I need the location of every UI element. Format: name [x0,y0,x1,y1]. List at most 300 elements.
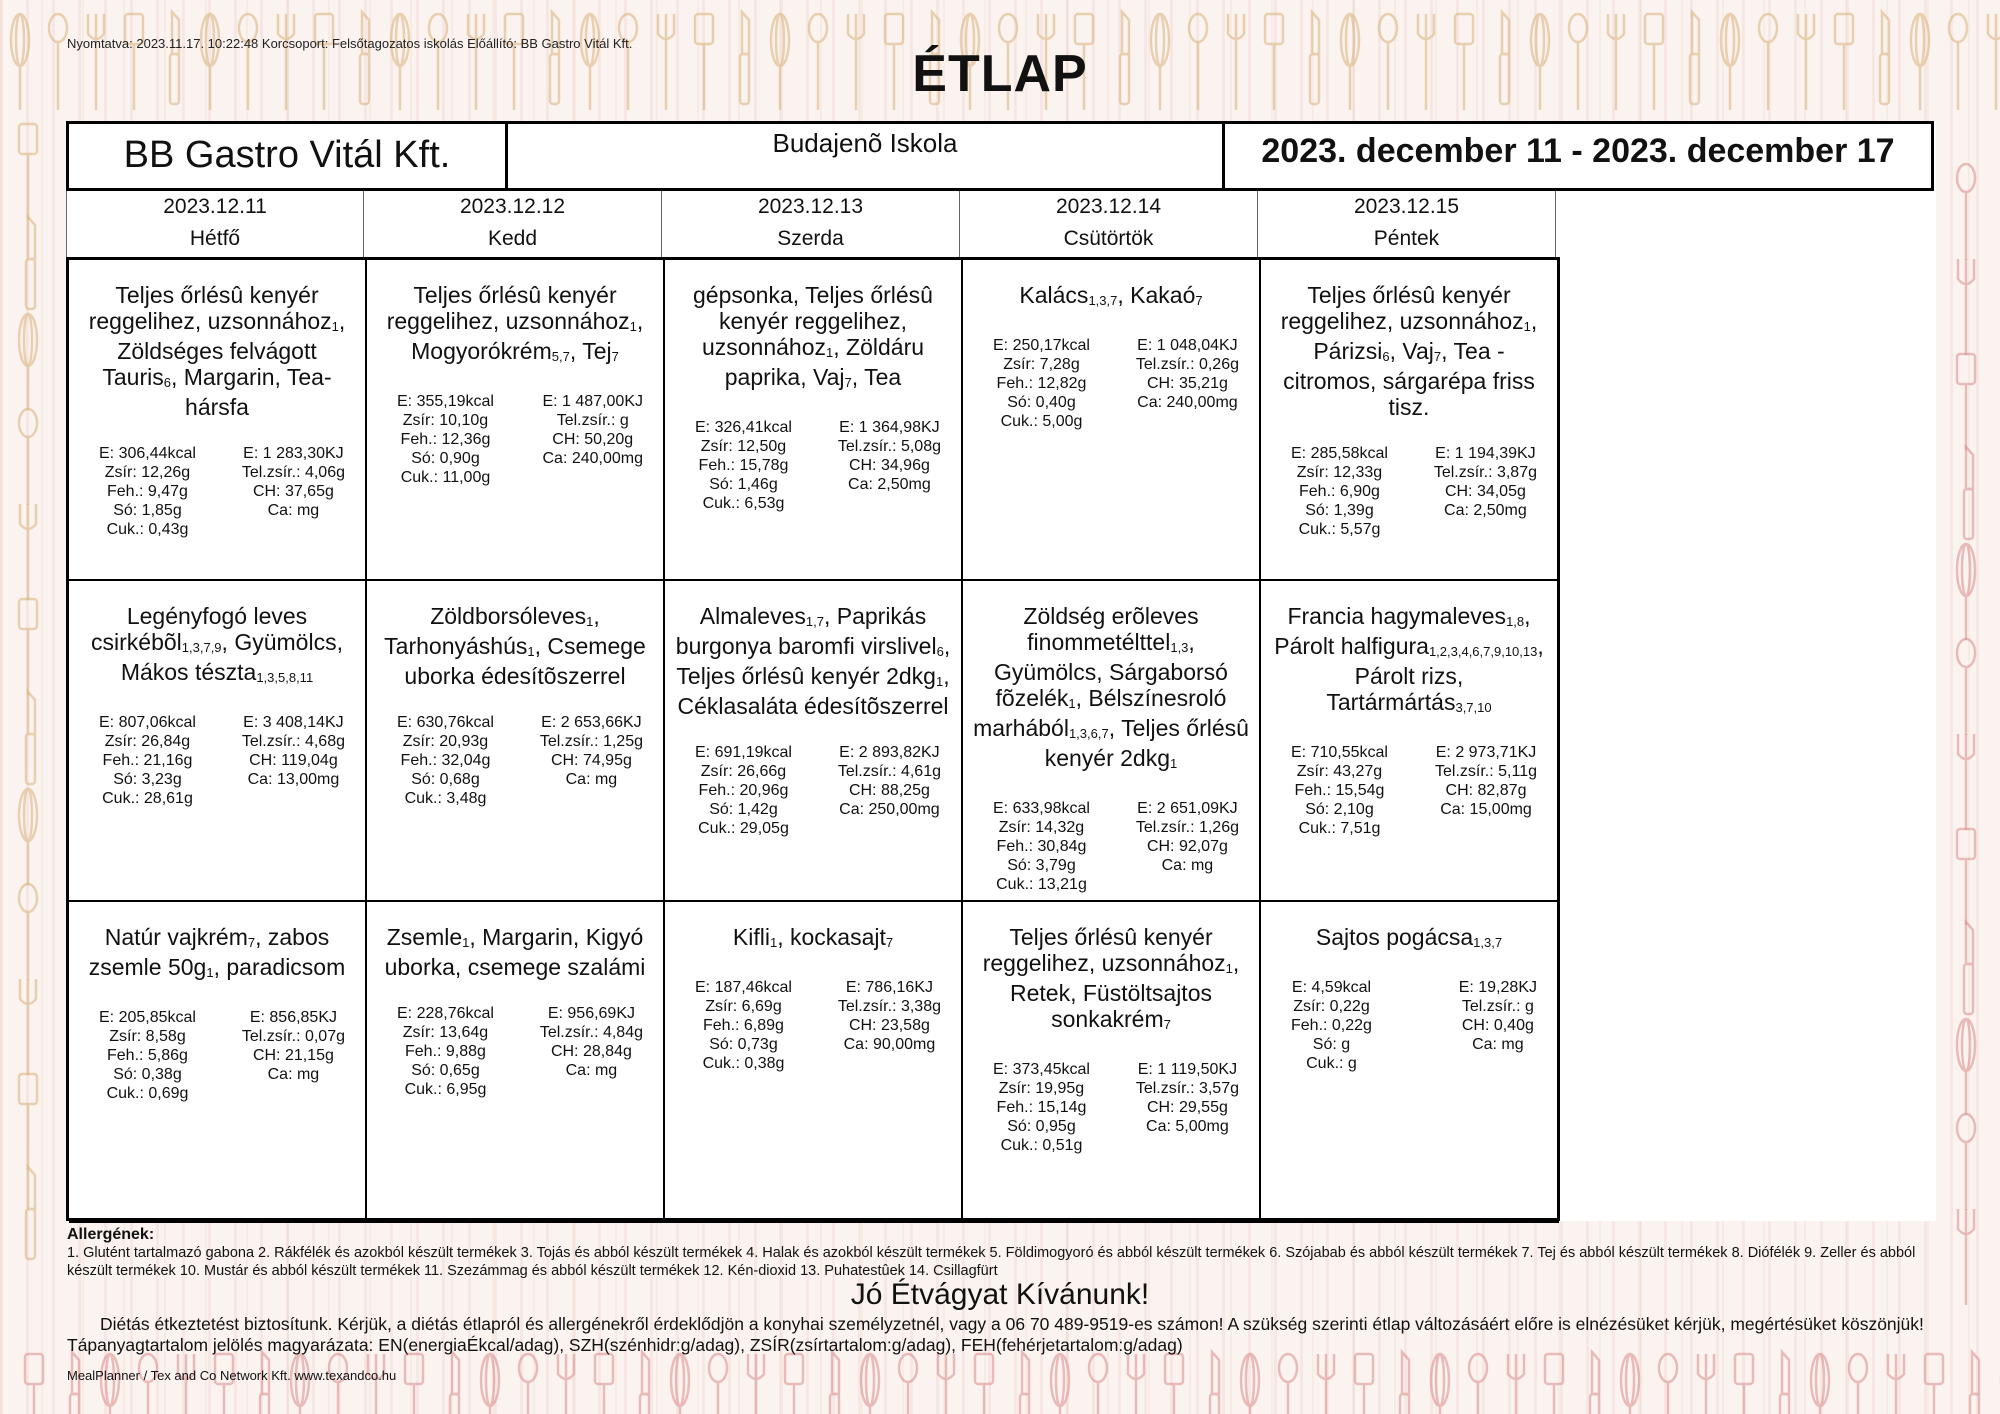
meal-text: , Vaj [1389,338,1434,364]
nutrition-value: Zsír: 8,58g [109,1028,186,1045]
nutrition-value: Feh.: 5,86g [107,1047,188,1064]
knife-icon [70,1352,79,1414]
nutrition-value: CH: 29,55g [1146,1099,1228,1116]
meal-description [79,924,355,984]
nutrition-value: Cuk.: 0,51g [1000,1137,1083,1154]
fork-icon [558,1354,574,1414]
nutrition-value: Ca: 240,00mg [1137,394,1238,411]
day-header-1 [66,191,364,257]
nutrition-value: E: 228,76kcal [397,1005,494,1022]
nutrition-value: CH: 37,65g [252,483,334,500]
day-name: Hétfő [189,227,241,250]
nutrition-column-right [242,444,345,539]
meal-text: , Csemege uborka édesítõszerrel [404,633,646,689]
whisk-icon [291,1354,309,1414]
nutrition-info [973,336,1249,431]
knife-icon [1964,922,1973,1014]
nutrition-info [1271,978,1547,1073]
nutrition-column-right [838,418,941,513]
company-name: BB Gastro Vitál Kft. [69,124,508,188]
spatula-icon [1735,1354,1753,1414]
day-date: 2023.12.13 [757,195,864,218]
nutrition-value: Só: 0,38g [113,1066,182,1083]
nutrition-value: Feh.: 15,54g [1294,782,1385,799]
nutrition-value: E: 326,41kcal [695,419,792,436]
nutrition-value: Só: 2,10g [1305,801,1374,818]
meal-text: , Párolt rizs, Tartármártás [1326,633,1544,715]
nutrition-value: E: 250,17kcal [993,337,1090,354]
nutrition-value: Só: 3,23g [113,771,182,788]
whisk-icon [481,1354,499,1414]
spatula-icon [19,599,37,695]
meal-text: Teljes őrlésû kenyér reggelihez, uzsonnához [1280,282,1524,334]
nutrition-value: Ca: 2,50mg [1444,502,1527,519]
meal-text: , Bélszínesroló marhából [973,685,1227,741]
meal-text: Legényfogó leves csirkébõl [91,603,308,655]
allergen-codes: 7 [611,349,619,364]
nutrition-value: Feh.: 0,22g [1291,1017,1372,1034]
allergen-legend [67,1226,1933,1280]
meal-text: Natúr vajkrém [104,924,248,950]
spatula-icon [975,1354,993,1414]
day-date: 2023.12.12 [459,195,566,218]
nutrition-value: Tel.zsír.: 1,25g [539,733,643,750]
menu-cell [1261,581,1559,902]
allergen-codes: 1 [586,614,594,629]
menu-cell [963,902,1261,1223]
nutrition-value: Feh.: 12,82g [996,375,1087,392]
nutrition-column-left [993,336,1090,431]
nutrition-value: Tel.zsír.: 0,07g [241,1028,345,1045]
nutrition-value: Ca: 15,00mg [1440,801,1532,818]
allergen-codes: 1,3 [1170,640,1189,655]
nutrition-column-right [1136,799,1239,894]
nutrition-value: Feh.: 9,88g [405,1043,486,1060]
nutrition-value: Ca: 13,00mg [247,771,340,788]
allergen-codes: 1,8 [1506,614,1525,629]
meal-description [973,924,1249,1036]
spoon-icon [519,1354,537,1414]
nutrition-column-right [838,743,941,838]
meal-text: , Paprikás burgonya baromfi virslivel [675,603,937,659]
nutrition-value: Ca: mg [1472,1036,1524,1053]
whisk-icon [1051,1354,1069,1414]
nutrition-column-left [695,978,792,1073]
nutrition-column-left [397,713,494,808]
nutrition-value: Cuk.: 0,38g [702,1055,785,1072]
allergen-codes: 1 [826,345,834,360]
meal-description [675,603,951,719]
nutrition-value: Feh.: 21,16g [102,752,193,769]
allergen-codes: 1,3,7,9 [181,640,222,655]
allergen-codes: 1,3,7 [1473,935,1503,950]
menu-cell [665,260,963,581]
spoon-icon [19,884,37,980]
nutrition-value: Zsír: 12,33g [1296,464,1383,481]
nutrition-value: E: 4,59kcal [1291,979,1372,996]
nutrition-info [1271,444,1547,539]
nutrition-value: Zsír: 20,93g [402,733,489,750]
meal-text: , Tarhonyáshús [384,603,600,659]
nutrition-value: Zsír: 26,84g [104,733,191,750]
nutrition-value: Só: g [1312,1036,1351,1053]
allergen-codes: 5,7 [551,349,570,364]
allergen-codes: 6 [936,644,944,659]
nutrition-value: Zsír: 19,95g [998,1080,1085,1097]
day-header-2 [364,191,662,257]
nutrition-value: E: 3 408,14KJ [243,714,344,731]
fork-icon [748,1354,764,1414]
fork-icon [1508,1354,1524,1414]
nutrition-value: Tel.zsír.: g [1461,998,1534,1015]
nutrition-value: Feh.: 15,78g [698,457,789,474]
meal-text: , Teljes őrlésû kenyér 2dkg [1044,715,1249,771]
nutrition-column-right [542,392,643,487]
nutrition-value: CH: 23,58g [848,1017,930,1034]
nutrition-column-left [695,418,792,513]
nutrition-value: Só: 1,42g [709,801,778,818]
nutrition-value: Zsír: 12,50g [700,438,787,455]
nutrition-value: Só: 0,95g [1007,1118,1076,1135]
nutrition-value: Feh.: 15,14g [996,1099,1087,1116]
nutrition-value: E: 956,69KJ [547,1005,635,1022]
allergen-codes: 7 [844,375,852,390]
knife-icon [26,1167,35,1259]
nutrition-column-right [242,1008,345,1103]
nutrition-column-left [99,713,196,808]
meal-description [973,603,1249,775]
nutrition-value: Tel.zsír.: 5,08g [837,438,941,455]
fork-icon [1958,734,1974,830]
nutrition-value: CH: 50,20g [552,431,634,448]
fork-icon [20,504,36,600]
meal-text: , Tea - citromos, sárgarépa friss tisz. [1283,338,1535,420]
nutrition-value: CH: 92,07g [1146,838,1228,855]
nutrition-value: Tel.zsír.: 4,84g [539,1024,643,1041]
whisk-icon [1241,1354,1259,1414]
nutrition-info [1271,743,1547,838]
knife-icon [1020,1352,1029,1414]
allergen-codes: 1,3,5,8,11 [256,670,314,685]
allergen-list: 1. Glutént tartalmazó gabona 2. Rákfélék és azokból készült termékek 3. Tojás és abból készült termékek 4. Halak és azokból készült termékek 5. Földimogyoró és abból készült termékek 6. Szójabab és abból készült termékek 7. Tej és abból készült termékek 8. Diófélék 9. Zeller és abból készült termékek 10. Mustár és abból készült termékek 11. Szezámmag és abból készült termékek 12. Kén-dioxid 13. Puhatestûek 14. Csillagfürt [67,1245,1916,1279]
fork-icon [1698,1354,1714,1414]
meal-text: , zabos zsemle 50g [88,924,330,980]
document-title: ÉTLAP [912,45,1088,103]
nutrition-value: Cuk.: 13,21g [996,876,1087,893]
nutrition-column-right [242,713,345,808]
menu-cell [665,902,963,1223]
nutrition-column-right [1459,978,1537,1073]
menu-cell [665,581,963,902]
meal-text: Almaleves [699,603,806,629]
nutrition-value: E: 786,16KJ [845,979,933,996]
nutrition-value: Ca: mg [267,502,320,519]
nutrition-value: Feh.: 30,84g [996,838,1087,855]
spatula-icon [19,1074,37,1170]
nutrition-value: Zsír: 6,69g [705,998,782,1015]
nutrition-value: Tel.zsír.: 5,11g [1435,763,1537,780]
nutrition-value: Só: 1,46g [709,476,778,493]
nutrition-value: Ca: 240,00mg [542,450,643,467]
fork-icon [1128,1354,1144,1414]
nutrition-value: Zsír: 12,26g [104,464,191,481]
nutrition-value: Cuk.: 5,57g [1298,521,1381,538]
nutrition-value: E: 373,45kcal [993,1061,1090,1078]
knife-icon [450,1352,459,1414]
day-header-row [66,191,1560,257]
knife-icon [640,1352,649,1414]
whisk-icon [19,789,37,885]
nutrition-value: E: 630,76kcal [397,714,494,731]
spatula-icon [1545,1354,1563,1414]
nutrition-value: CH: 74,95g [550,752,632,769]
knife-icon [1964,447,1973,539]
day-name: Szerda [777,227,844,250]
nutrition-value: Ca: 90,00mg [843,1036,936,1053]
nutrition-value: Só: 0,73g [709,1036,778,1053]
spatula-icon [405,1354,423,1414]
allergen-codes: 1,7 [805,614,824,629]
whisk-icon [671,1354,689,1414]
meal-description [675,282,951,394]
menu-cell [367,902,665,1223]
spatula-icon [25,1354,43,1414]
day-date: 2023.12.14 [1055,195,1162,218]
meal-text: Teljes őrlésû kenyér reggelihez, uzsonnához [982,924,1226,976]
meal-text: Francia hagymaleves [1287,603,1507,629]
nutrition-value: Cuk.: 7,51g [1298,820,1381,837]
nutrition-value: Ca: 5,00mg [1146,1118,1229,1135]
nutrition-value: CH: 28,84g [550,1043,632,1060]
nutrition-value: Tel.zsír.: 4,06g [241,464,345,481]
spoon-icon [1957,164,1975,260]
nutrition-column-right [1435,743,1537,838]
nutrition-value: Feh.: 20,96g [698,782,789,799]
nutrition-value: E: 2 893,82KJ [839,744,940,761]
meal-text: , Párizsi [1313,308,1538,364]
nutrition-value: Feh.: 12,36g [400,431,491,448]
meal-text: gépsonka, Teljes őrlésû kenyér reggelihez, uzsonnához [693,282,933,360]
nutrition-column-left [993,1060,1090,1155]
nutrition-value: Cuk.: 0,43g [106,521,189,538]
nutrition-value: CH: 34,05g [1444,483,1526,500]
nutrition-info [675,418,951,513]
meal-description [973,282,1249,312]
spoon-icon [899,1354,917,1414]
allergen-codes: 7 [1163,1017,1171,1032]
day-date: 2023.12.15 [1353,195,1460,218]
spatula-icon [1957,354,1975,450]
meal-text: , Kakaó [1117,282,1196,308]
nutrition-info [79,713,355,808]
meal-text: Teljes őrlésû kenyér reggelihez, uzsonnához [386,282,630,334]
allergen-codes: 7 [885,935,894,950]
meal-text: , Margarin, Kigyó uborka, csemege szalámi [384,924,646,980]
allergen-codes: 1 [629,319,637,334]
meal-description [675,924,951,954]
meal-description [79,282,355,420]
meal-text: , kockasajt [777,924,886,950]
nutrition-value: E: 807,06kcal [99,714,196,731]
meal-description [1271,603,1547,719]
meal-text: , Tej [569,338,612,364]
day-name: Péntek [1373,227,1440,250]
menu-cell [367,581,665,902]
meal-description [1271,924,1547,954]
knife-icon [830,1352,839,1414]
nutrition-value: E: 205,85kcal [99,1009,196,1026]
day-header-3 [662,191,960,257]
allergen-codes: 1 [935,674,944,689]
nutrition-value: Zsír: 26,66g [700,763,787,780]
whisk-icon [1957,544,1975,640]
nutrition-value: CH: 35,21g [1146,375,1228,392]
day-header-5 [1258,191,1556,257]
menu-grid [66,257,1560,1221]
menu-header [66,121,1934,191]
nutrition-value: Só: 0,65g [411,1062,480,1079]
nutrition-column-left [397,1004,494,1099]
knife-icon [26,692,35,784]
nutrition-column-left [1291,978,1372,1073]
nutrition-value: Só: 0,40g [1007,394,1076,411]
spoon-icon [19,409,37,505]
bon-appetit: Jó Étvágyat Kívánunk! [850,1278,1150,1311]
meal-text: Zöldborsóleves [430,603,587,629]
spoon-icon [1659,1354,1677,1414]
nutrition-column-right [1136,1060,1239,1155]
spoon-icon [1957,639,1975,735]
nutrition-value: Tel.zsír.: 4,68g [241,733,345,750]
allergen-codes: 1 [527,644,535,659]
whisk-icon [1957,1019,1975,1115]
nutrition-value: Cuk.: g [1306,1055,1357,1072]
nutrition-value: CH: 0,40g [1461,1017,1534,1034]
meal-text: , Gyümölcs, Mákos tészta [120,629,343,685]
nutrition-value: Zsír: 10,10g [402,412,489,429]
menu-cell [1261,260,1559,581]
meal-text: , Retek, Füstöltsajtos sonkakrém [1010,950,1240,1032]
nutrition-value: Ca: 250,00mg [839,801,940,818]
nutrition-value: Tel.zsír.: g [556,412,629,429]
allergen-codes: 1 [1170,756,1178,771]
nutrition-value: CH: 21,15g [252,1047,334,1064]
nutrition-value: Cuk.: 6,95g [404,1081,487,1098]
nutrition-value: Cuk.: 5,00g [1000,413,1083,430]
nutrition-info [973,1060,1249,1155]
nutrition-value: Só: 0,90g [411,450,480,467]
fork-icon [1958,259,1974,355]
nutrition-value: E: 2 651,09KJ [1137,800,1238,817]
nutrition-value: E: 1 194,39KJ [1435,445,1536,462]
meal-description [377,924,653,980]
nutrition-value: Só: 3,79g [1007,857,1076,874]
nutrition-info [675,978,951,1073]
nutrition-value: Tel.zsír.: 1,26g [1135,819,1239,836]
spatula-icon [595,1354,613,1414]
nutrition-value: Cuk.: 28,61g [102,790,193,807]
nutrition-value: Ca: mg [1161,857,1214,874]
allergen-codes: 1 [206,965,214,980]
allergen-codes: 1 [462,935,470,950]
nutrition-value: E: 19,28KJ [1458,979,1537,996]
nutrition-column-left [1291,444,1388,539]
nutrition-info [377,392,653,487]
meal-text: , Mogyorókrém [411,308,644,364]
day-name: Csütörtök [1063,227,1154,250]
allergen-codes: 1 [769,935,778,950]
meal-text: , Margarin, Tea- hársfa [170,364,332,420]
nutrition-value: E: 187,46kcal [695,979,792,996]
nutrition-value: Zsír: 13,64g [402,1024,489,1041]
meal-text: , Zöldáru paprika, Vaj [724,334,925,390]
allergen-codes: 6 [163,375,171,390]
meal-description [377,603,653,689]
nutrition-value: E: 1 487,00KJ [542,393,643,410]
spoon-icon [139,1354,157,1414]
nutrition-column-right [838,978,941,1073]
day-name: Kedd [487,227,538,250]
nutrition-info [675,743,951,838]
menu-cell [69,902,367,1223]
footer-credit: MealPlanner / Tex and Co Network Kft. www.texandco.hu [67,1368,397,1383]
spatula-icon [1957,829,1975,925]
nutrition-value: E: 1 283,30KJ [243,445,344,462]
menu-cell [1261,902,1559,1223]
menu-cell [69,581,367,902]
meal-text: Sajtos pogácsa [1315,924,1474,950]
nutrition-value: Ca: mg [267,1066,320,1083]
nutrition-info [377,1004,653,1099]
allergen-codes: 1,3,6,7 [1068,726,1109,741]
allergen-title: Allergének: [67,1226,155,1243]
meal-description [377,282,653,368]
nutrition-value: Tel.zsír.: 3,57g [1135,1080,1239,1097]
nutrition-value: Tel.zsír.: 3,87g [1433,464,1537,481]
spatula-icon [1925,1354,1943,1414]
meal-text: , Céklasaláta édesítõszerrel [677,663,950,719]
knife-icon [1210,1352,1219,1414]
nutrition-value: E: 710,55kcal [1291,744,1388,761]
nutrition-column-right [1136,336,1239,431]
spoon-icon [709,1354,727,1414]
allergen-codes: 7 [247,935,256,950]
whisk-icon [19,314,37,410]
nutrition-value: Só: 1,85g [113,502,182,519]
nutrition-value: Tel.zsír.: 0,26g [1135,356,1239,373]
nutrition-value: Feh.: 9,47g [107,483,188,500]
nutrition-value: Cuk.: 0,69g [106,1085,189,1102]
spatula-icon [785,1354,803,1414]
nutrition-value: Só: 0,68g [411,771,480,788]
spatula-icon [1165,1354,1183,1414]
allergen-codes: 3,7,10 [1455,700,1492,715]
allergen-codes: 1 [331,319,339,334]
nutrition-value: Tel.zsír.: 3,38g [837,998,941,1015]
meal-text: Teljes őrlésû kenyér reggelihez, uzsonnához [88,282,332,334]
meal-text: , Zöldséges felvágott Tauris [102,308,346,390]
whisk-icon [1431,1354,1449,1414]
knife-icon [260,1352,269,1414]
nutrition-value: CH: 119,04g [249,752,338,769]
nutrition-value: Cuk.: 11,00g [400,469,491,486]
nutrition-value: E: 2 653,66KJ [541,714,642,731]
menu-cell [367,260,665,581]
nutrition-value: Cuk.: 3,48g [404,790,487,807]
nutrition-info [79,444,355,539]
nutrition-value: E: 285,58kcal [1291,445,1388,462]
nutrition-value: Zsír: 43,27g [1296,763,1383,780]
